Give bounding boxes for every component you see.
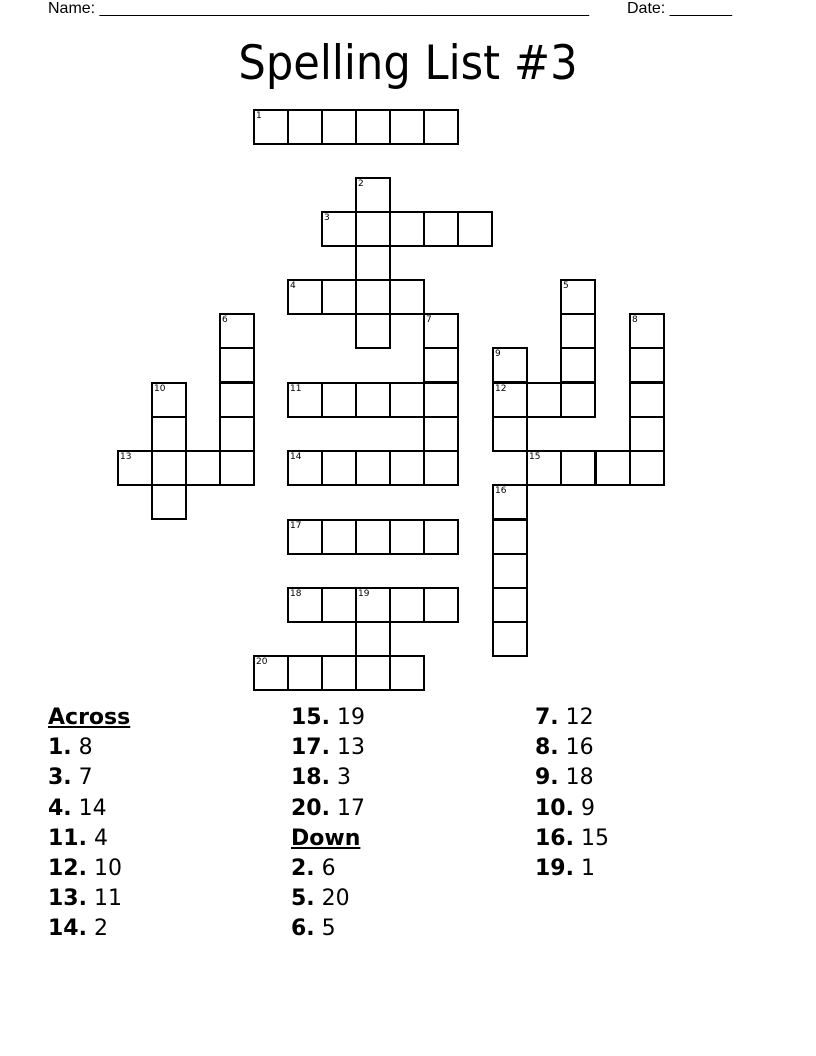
grid-cell[interactable]: [117, 450, 153, 486]
grid-cell[interactable]: [457, 211, 493, 247]
clue-item: 13. 11: [48, 886, 122, 912]
clue-number: 11: [290, 384, 302, 394]
grid-cell[interactable]: [423, 313, 459, 349]
clue-number: 6: [222, 315, 228, 325]
grid-cell[interactable]: [151, 484, 187, 520]
grid-cell[interactable]: [287, 450, 323, 486]
grid-cell[interactable]: [355, 211, 391, 247]
clue-number: 12: [495, 384, 507, 394]
clue-item: 5. 20: [291, 886, 350, 912]
clue-item: 12. 10: [48, 856, 122, 882]
grid-cell[interactable]: [151, 382, 187, 418]
grid-cell[interactable]: [355, 279, 391, 315]
grid-cell[interactable]: [355, 621, 391, 657]
name-line: _______________________________________________________: [99, 0, 589, 17]
grid-cell[interactable]: [492, 621, 528, 657]
grid-cell[interactable]: [389, 279, 425, 315]
grid-cell[interactable]: [492, 382, 528, 418]
grid-cell[interactable]: [355, 382, 391, 418]
clue-number: 19: [358, 589, 370, 599]
clue-number: 1: [256, 111, 262, 121]
grid-cell[interactable]: [526, 382, 562, 418]
grid-cell[interactable]: [355, 177, 391, 213]
clue-number: 9: [495, 349, 501, 359]
grid-cell[interactable]: [629, 347, 665, 383]
grid-cell[interactable]: [526, 450, 562, 486]
clue-item: 17. 13: [291, 735, 365, 761]
grid-cell[interactable]: [423, 519, 459, 555]
clue-number: 2: [358, 179, 364, 189]
grid-cell[interactable]: [560, 347, 596, 383]
page-title: Spelling List #3: [238, 36, 578, 91]
grid-cell[interactable]: [423, 211, 459, 247]
grid-cell[interactable]: [355, 519, 391, 555]
grid-cell[interactable]: [423, 382, 459, 418]
grid-cell[interactable]: [253, 655, 289, 691]
grid-cell[interactable]: [423, 450, 459, 486]
grid-cell[interactable]: [560, 450, 596, 486]
clue-item: 6. 5: [291, 916, 336, 942]
across-heading: Across: [48, 705, 131, 730]
clue-number: 20: [256, 657, 268, 667]
grid-cell[interactable]: [321, 211, 357, 247]
grid-cell[interactable]: [151, 450, 187, 486]
clue-item: 10. 9: [535, 795, 595, 821]
clue-number: 10: [154, 384, 166, 394]
grid-cell[interactable]: [629, 450, 665, 486]
clue-number: 13: [120, 452, 132, 462]
grid-cell[interactable]: [423, 109, 459, 145]
clue-number: 5: [563, 281, 569, 291]
grid-cell[interactable]: [321, 109, 357, 145]
grid-cell[interactable]: [219, 382, 255, 418]
name-field[interactable]: [48, 0, 589, 18]
grid-cell[interactable]: [321, 279, 357, 315]
grid-cell[interactable]: [389, 519, 425, 555]
clue-number: 16: [495, 486, 507, 496]
grid-cell[interactable]: [219, 313, 255, 349]
grid-cell[interactable]: [219, 416, 255, 452]
grid-cell[interactable]: [389, 382, 425, 418]
grid-cell[interactable]: [321, 519, 357, 555]
clue-item: 19. 1: [535, 856, 595, 882]
grid-cell[interactable]: [492, 587, 528, 623]
grid-cell[interactable]: [355, 655, 391, 691]
grid-cell[interactable]: [560, 279, 596, 315]
clue-item: 20. 17: [291, 795, 365, 821]
grid-cell[interactable]: [389, 109, 425, 145]
date-field[interactable]: [627, 0, 732, 18]
grid-cell[interactable]: [287, 655, 323, 691]
clue-number: 3: [324, 213, 330, 223]
grid-cell[interactable]: [253, 109, 289, 145]
grid-cell[interactable]: [287, 109, 323, 145]
clue-number: 8: [632, 315, 638, 325]
grid-cell[interactable]: [492, 416, 528, 452]
clue-item: 2. 6: [291, 856, 336, 882]
grid-cell[interactable]: [492, 519, 528, 555]
grid-cell[interactable]: [389, 211, 425, 247]
grid-cell[interactable]: [355, 450, 391, 486]
clue-number: 17: [290, 521, 302, 531]
grid-cell[interactable]: [423, 587, 459, 623]
grid-cell[interactable]: [629, 416, 665, 452]
clue-number: 18: [290, 589, 302, 599]
clue-item: 9. 18: [535, 765, 594, 791]
grid-cell[interactable]: [219, 347, 255, 383]
grid-cell[interactable]: [355, 587, 391, 623]
date-line: _______: [669, 0, 732, 17]
grid-cell[interactable]: [560, 313, 596, 349]
clue-item: 1. 8: [48, 735, 93, 761]
grid-cell[interactable]: [389, 655, 425, 691]
clue-number: 15: [529, 452, 541, 462]
grid-cell[interactable]: [321, 382, 357, 418]
date-label: Date:: [627, 0, 670, 17]
grid-cell[interactable]: [560, 382, 596, 418]
clue-item: 11. 4: [48, 825, 108, 851]
grid-cell[interactable]: [219, 450, 255, 486]
grid-cell[interactable]: [629, 382, 665, 418]
clue-item: 18. 3: [291, 765, 351, 791]
grid-cell[interactable]: [492, 553, 528, 589]
clue-number: 7: [426, 315, 432, 325]
grid-cell[interactable]: [355, 109, 391, 145]
grid-cell[interactable]: [185, 450, 221, 486]
clues-column-3: [535, 703, 609, 884]
grid-cell[interactable]: [321, 655, 357, 691]
grid-cell[interactable]: [629, 313, 665, 349]
clue-item: 16. 15: [535, 825, 609, 851]
grid-cell[interactable]: [287, 519, 323, 555]
grid-cell[interactable]: [321, 587, 357, 623]
clues-column-2: [291, 703, 365, 945]
grid-cell[interactable]: [423, 347, 459, 383]
clues-column-1: [48, 703, 130, 945]
clue-item: 15. 19: [291, 705, 365, 730]
clue-number: 4: [290, 281, 296, 291]
clue-item: 3. 7: [48, 765, 93, 791]
grid-cell[interactable]: [492, 484, 528, 520]
grid-cell[interactable]: [492, 347, 528, 383]
grid-cell[interactable]: [287, 382, 323, 418]
grid-cell[interactable]: [151, 416, 187, 452]
grid-cell[interactable]: [355, 313, 391, 349]
grid-cell[interactable]: [355, 245, 391, 281]
grid-cell[interactable]: [389, 450, 425, 486]
clue-item: 4. 14: [48, 795, 107, 821]
grid-cell[interactable]: [287, 587, 323, 623]
clue-number: 14: [290, 452, 302, 462]
clue-item: 8. 16: [535, 735, 594, 761]
grid-cell[interactable]: [423, 416, 459, 452]
grid-cell[interactable]: [389, 587, 425, 623]
grid-cell[interactable]: [595, 450, 631, 486]
down-heading: Down: [291, 825, 361, 851]
clue-item: 7. 12: [535, 705, 594, 730]
clue-item: 14. 2: [48, 916, 108, 942]
grid-cell[interactable]: [287, 279, 323, 315]
name-label: Name:: [48, 0, 100, 17]
grid-cell[interactable]: [321, 450, 357, 486]
